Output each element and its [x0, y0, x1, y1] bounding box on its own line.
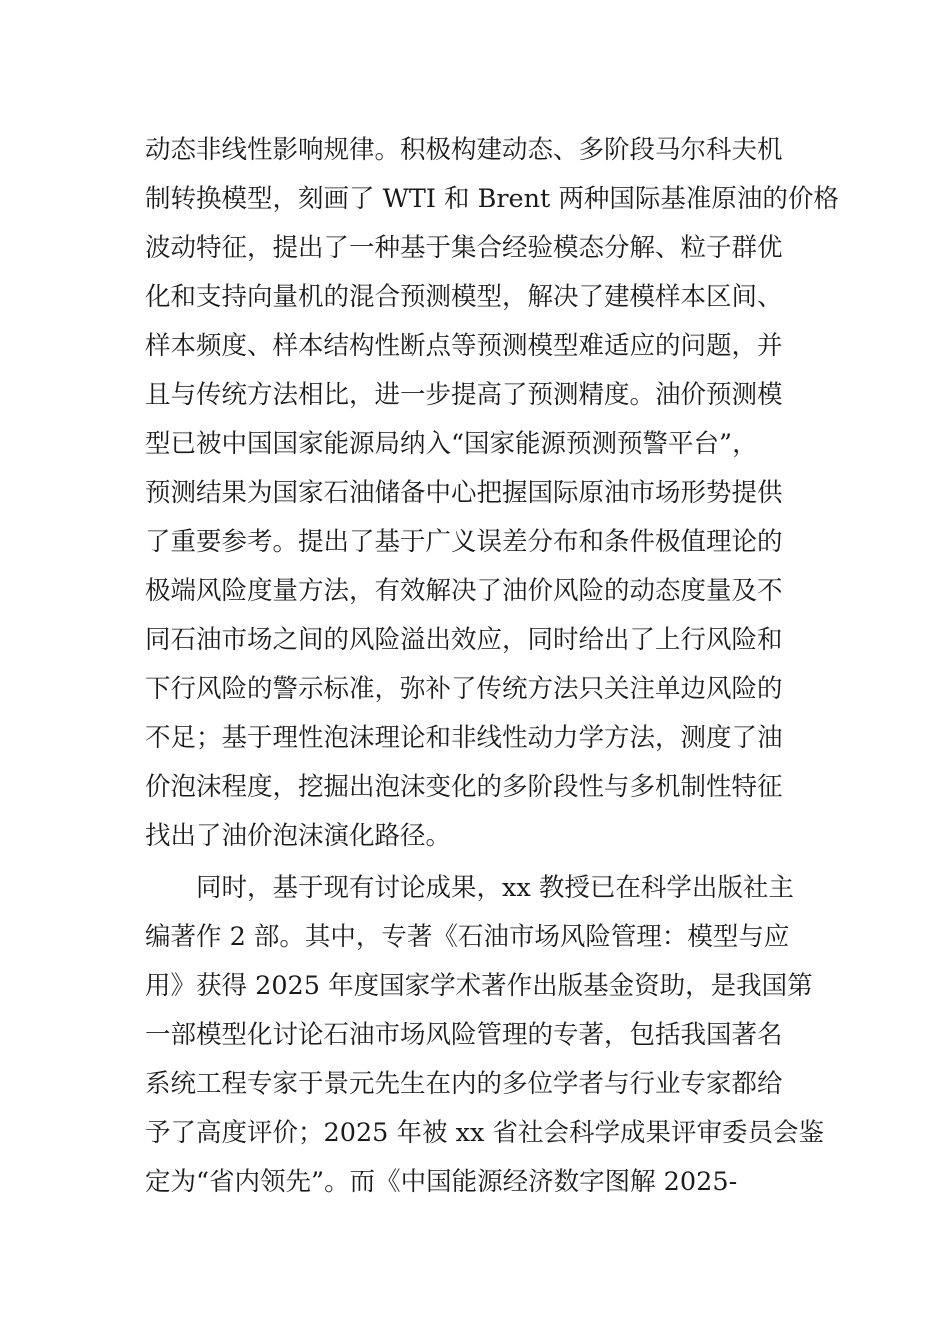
text-line: 动态非线性影响规律。积极构建动态、多阶段马尔科夫机: [145, 135, 783, 165]
text-line: 价泡沫程度，挖掘出泡沫变化的多阶段性与多机制性特征: [145, 772, 783, 802]
text-line: 了重要参考。提出了基于广义误差分布和条件极值理论的: [145, 527, 783, 557]
text-line: 极端风险度量方法，有效解决了油价风险的动态度量及不: [145, 576, 783, 606]
text-line: 定为“省内领先”。而《中国能源经济数字图解 2025-: [145, 1167, 738, 1197]
text-line: 下行风险的警示标准，弥补了传统方法只关注单边风险的: [145, 674, 783, 704]
paragraph-2: [145, 864, 824, 1207]
text-line: 用》获得 2025 年度国家学术著作出版基金资助，是我国第: [145, 971, 813, 1001]
text-line: 样本频度、样本结构性断点等预测模型难适应的问题，并: [145, 331, 783, 361]
text-line: 制转换模型，刻画了 WTI 和 Brent 两种国际基准原油的价格: [145, 184, 839, 214]
text-line: 同时，基于现有讨论成果，xx 教授已在科学出版社主: [145, 873, 794, 903]
text-line: 编著作 2 部。其中，专著《石油市场风险管理：模型与应: [145, 922, 790, 952]
text-line: 同石油市场之间的风险溢出效应，同时给出了上行风险和: [145, 625, 783, 655]
text-line: 予了高度评价；2025 年被 xx 省社会科学成果评审委员会鉴: [145, 1118, 824, 1148]
text-line: 型已被中国国家能源局纳入“国家能源预测预警平台”，: [145, 429, 758, 459]
text-line: 化和支持向量机的混合预测模型，解决了建模样本区间、: [145, 282, 783, 312]
text-line: 预测结果为国家石油储备中心把握国际原油市场形势提供: [145, 478, 783, 508]
text-line: 系统工程专家于景元先生在内的多位学者与行业专家都给: [145, 1069, 783, 1099]
text-line: 找出了油价泡沫演化路径。: [145, 821, 452, 851]
text-line: 一部模型化讨论石油市场风险管理的专著，包括我国著名: [145, 1020, 783, 1050]
paragraph-1: [145, 126, 839, 861]
text-line: 不足；基于理性泡沫理论和非线性动力学方法，测度了油: [145, 723, 783, 753]
text-line: 且与传统方法相比，进一步提高了预测精度。油价预测模: [145, 380, 783, 410]
text-line: 波动特征，提出了一种基于集合经验模态分解、粒子群优: [145, 233, 783, 263]
body-text: [145, 126, 839, 1207]
